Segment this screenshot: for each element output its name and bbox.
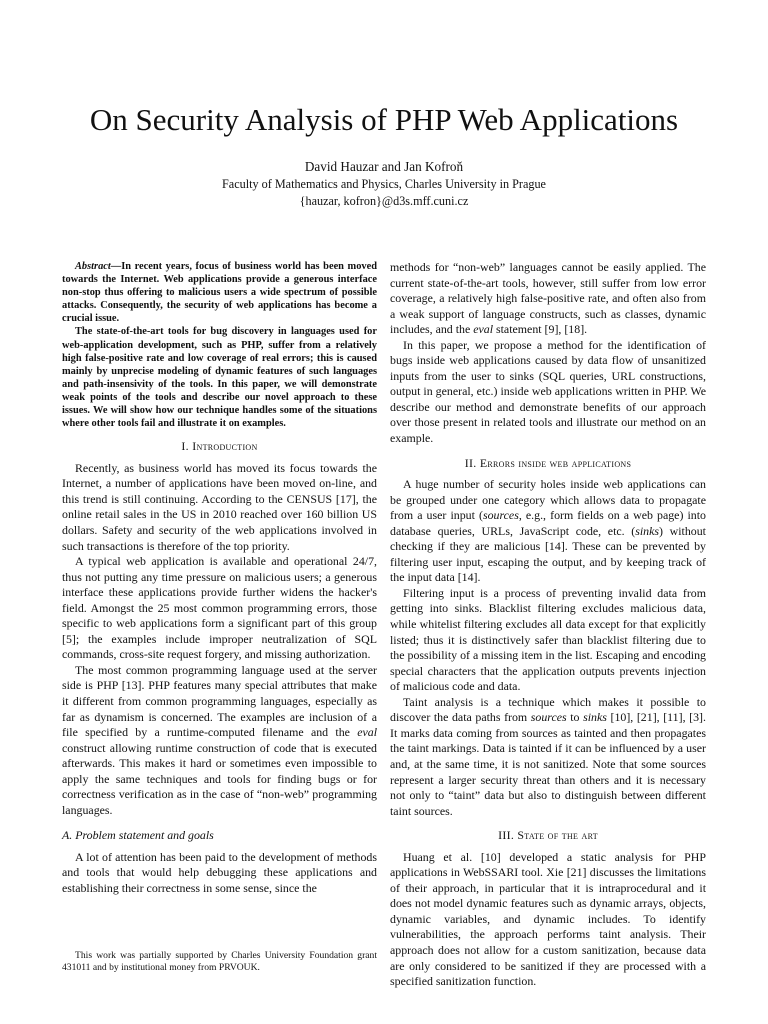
right-paragraph-1 [390,260,706,338]
intro-paragraph-2: A typical web application is available and operational 24/7, thus not putting any time pressure on malicious users; a generous interface these applications provide further widens the hacker's field. Amongst the 25 most common programming errors, those specific to web applications form a significant part of this group [5]; the examples include improper neutralization of SQL commands, cross-site request forgery, and missing authorization. [62,554,377,662]
errors-p1-sinks: sinks [635,523,660,538]
paper-authors: David Hauzar and Jan Kofroň [304,159,464,174]
section-heading-introduction: I. Introduction [181,439,258,454]
abstract-text-1: —In recent years, focus of business world has been moved towards the Internet. Web applications provide a generous interface non-stop thus offering to malicious users a wide spectrum of possible attacks. Consequently, the security of web applications has become a crucial issue. [62,261,377,325]
paper-affiliation: Faculty of Mathematics and Physics, Charles University in Prague [222,177,546,191]
section-heading-errors: II. Errors inside web applications [464,455,632,470]
right-p1-eval: eval [473,322,494,337]
intro-p3-eval: eval [357,725,377,740]
errors-paragraph-2: Filtering input is a process of preventing invalid data from getting into sinks. Blacklist filtering excludes malicious data, while whitelist filtering excludes all data except for that explicitly listed; thus it is distinctively safer than blacklist filtering due to the possibility of a missing item in the list. Escaping and encoding special characters that the application outputs prevents injection of malicious code and data. [390,585,706,694]
state-of-art-paragraph-1: Huang et al. [10] developed a static analysis for PHP applications in WebSSARI tool. Xie [21] discusses the limitations of their approach, in particular that it is intraprocedural and it does not model dynamic features such as dynamic arrays, objects, dynamic variables, and dynamic includes. To identify vulnerabilities, the approach performs taint analysis. Their approach does not allow for a custom sanitization, because data are only considered to be sanitized if they are processed with a specified sanitization function. [390,849,706,989]
errors-p3-sources: sources [530,710,567,725]
abstract [62,260,377,430]
intro-paragraph-1: Recently, as business world has moved its focus towards the Internet, a number of applications have been moved on-line, and this trend is still continuing. According to the CENSUS [17], the online retail sales in the US in 2010 reached over 160 billion US dollars. Safety and security of the web applications involved in such transactions is therefore of the top priority. [62,460,377,553]
errors-p3-part-b: to [566,710,584,725]
errors-p3-sinks: sinks [583,710,607,725]
errors-p1-part-b: , e.g., form fields on a web page) into database queries, URLs, JavaScript code, etc. ( [390,508,706,538]
intro-p3-part-b: construct allowing runtime construction of code that is executed afterwards. This makes it hard or sometimes even impossible to apply the same techniques and tools for finding bugs or for correctness verification as in the case of “non-web” programming languages. [62,740,377,817]
errors-paragraph-1 [390,477,706,586]
footnote [62,950,377,975]
abstract-paragraph-2: The state-of-the-art tools for bug discovery in languages used for web-application development, such as PHP, suffer from a relatively high false-positive rate and low coverage of real errors; this is caused mainly by unprecise modeling of dynamic features of such languages and path-insensivity of the tools. In this paper, we will demonstrate weak points of the tools and describe our novel approach to these issues. We will show how our technique handles some of the situations where other tools fail and illustrate it on examples. [62,326,377,430]
errors-p3-part-c: [10], [21], [11], [3]. It marks data coming from sources as tainted and then propagates the taint markings. Data is tainted if it can be influenced by a user and, at the same time, it is not sanitized. Note that some sources represent a larger security threat than others and it is necessary not only to “taint” data but also to distinguish between different taint sources. [390,710,706,818]
errors-p1-part-c: ) without checking if they are malicious [14]. These can be prevented by filtering user input, escaping the output, and by keeping track of the input data [14]. [390,523,706,585]
abstract-label: Abstract [75,261,111,272]
right-column [390,260,706,990]
left-column [62,260,377,897]
errors-p1-sources: sources [482,508,519,523]
errors-paragraph-3 [390,695,706,819]
paper-title: On Security Analysis of PHP Web Applications [89,102,679,137]
intro-paragraph-3 [62,663,377,818]
footnote-text: This work was partially supported by Charles University Foundation grant 431011 and by institutional money from PRVOUK. [62,950,377,974]
abstract-paragraph-1 [62,260,377,325]
errors-p1-part-a: A huge number of security holes inside web applications can be grouped under one category which allows data to propagate from a user input ( [390,477,706,523]
errors-p3-part-a: Taint analysis is a technique which makes it possible to discover the data paths from [390,694,706,725]
paper-email: {hauzar, kofron}@d3s.mff.cuni.cz [299,194,469,208]
right-paragraph-2: In this paper, we propose a method for the identification of bugs inside web applications caused by data flow of unsanitized inputs from the user to sinks (SQL queries, URL constructions, output in general, etc.) inside web applications written in PHP. We describe our method and demonstrate benefits of our approach over those present in related tools and illustrate our method on an example. [390,337,706,446]
right-p1-part-a: methods for “non-web” languages cannot be easily applied. The current state-of-the-art tools, however, still suffer from low error coverage, a relatively high false-positive rate, and often also from a weak support of language constructs, such as classes, dynamic includes, and the [390,260,706,337]
section-heading-state-of-art: III. State of the art [498,828,598,843]
problem-paragraph-1: A lot of attention has been paid to the development of methods and tools that would help debugging these applications and establishing their correctness in some sense, since the [62,849,377,895]
subsection-heading-problem-statement: A. Problem statement and goals [62,828,214,843]
intro-p3-part-a: The most common programming language used at the server side is PHP [13]. PHP features many special attributes that make it different from common programming languages, especially as far as dynamism is concerned. The examples are inclusion of a file specified by a runtime-computed filename and the [62,662,377,740]
right-p1-part-b: statement [9], [18]. [493,322,588,337]
